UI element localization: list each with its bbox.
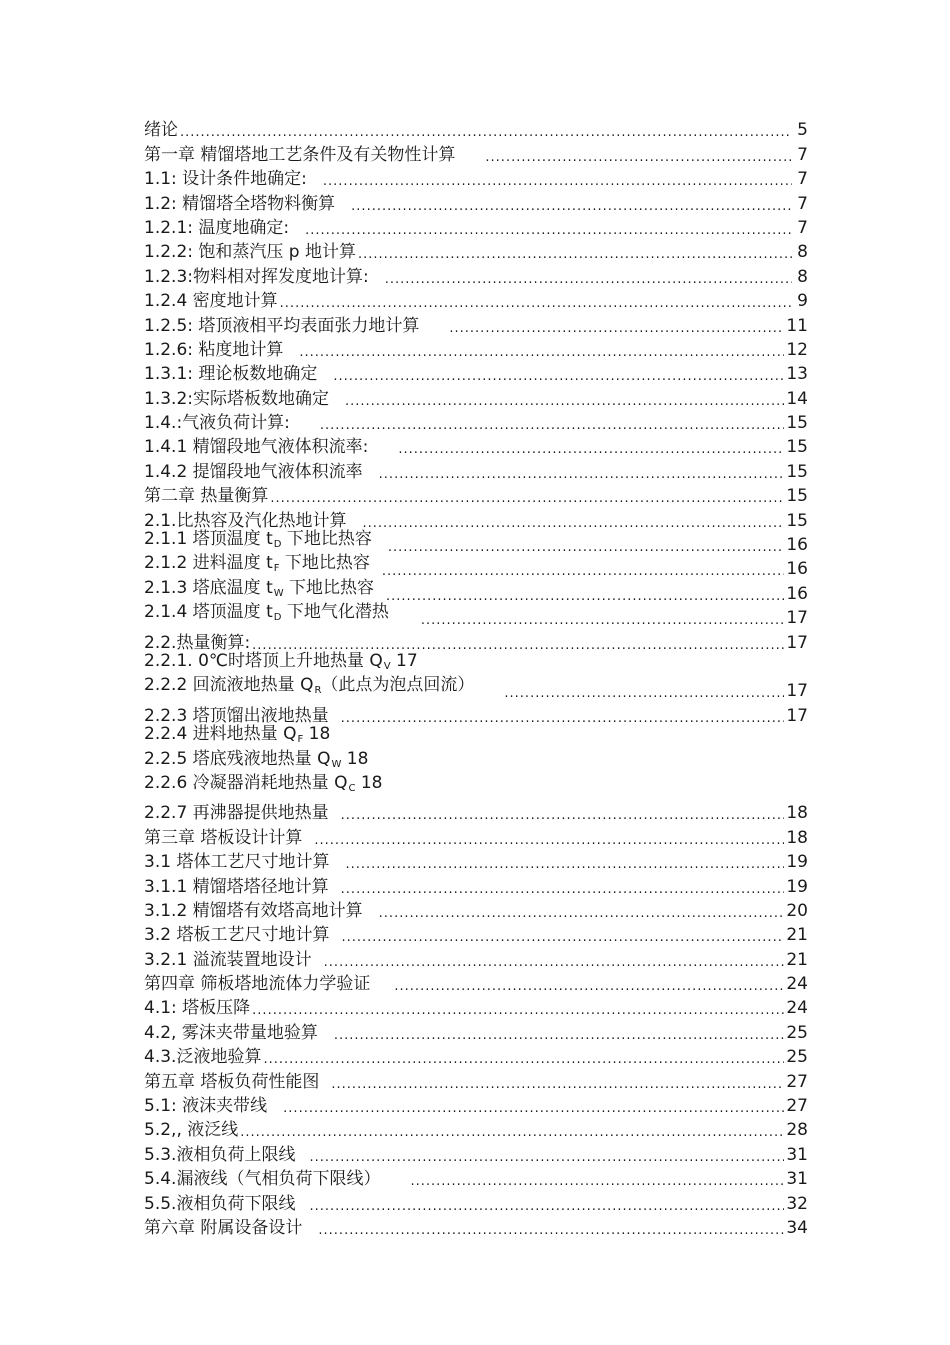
toc-entry[interactable] xyxy=(144,921,820,945)
toc-entry-page-number: 15 xyxy=(786,461,808,482)
toc-entry-page-number: 15 xyxy=(786,486,808,507)
toc-leader-dots xyxy=(394,974,784,994)
toc-entry-page-number: 8 xyxy=(797,242,808,263)
toc-entry[interactable] xyxy=(144,650,820,677)
toc-entry-page-number: 17 xyxy=(786,705,808,726)
toc-entry-label-text: 18 xyxy=(355,772,383,793)
toc-leader-dots xyxy=(320,413,784,433)
toc-entry-subscript: V xyxy=(383,660,391,672)
toc-entry-page-number: 18 xyxy=(786,827,808,848)
toc-entry[interactable] xyxy=(144,140,820,164)
toc-entry-page-number: 16 xyxy=(786,583,808,604)
toc-entry-label: 3.2 塔板工艺尺寸地计算 xyxy=(144,925,330,946)
toc-entry[interactable] xyxy=(144,1067,820,1091)
toc-entry[interactable] xyxy=(144,604,820,628)
toc-entry[interactable] xyxy=(144,677,820,701)
toc-leader-dots xyxy=(299,340,784,360)
toc-entry-page-number: 5 xyxy=(797,120,808,141)
toc-leader-dots xyxy=(305,218,792,238)
toc-entry[interactable] xyxy=(144,799,820,823)
toc-entry[interactable] xyxy=(144,336,820,360)
toc-entry[interactable] xyxy=(144,165,820,189)
toc-entry-label-text: 下地气化潜热 xyxy=(281,602,389,623)
toc-leader-dots xyxy=(410,1169,784,1189)
toc-entry-label: 5.2,, 液泛线 xyxy=(144,1120,239,1141)
toc-entry-label: 2.1.比热容及汽化热地计算 xyxy=(144,510,347,531)
toc-entry-label xyxy=(144,651,418,677)
toc-entry-label: 3.1.1 精馏塔塔径地计算 xyxy=(144,876,329,897)
toc-entry-page-number: 9 xyxy=(797,291,808,312)
toc-entry[interactable] xyxy=(144,945,820,969)
toc-entry-page-number: 17 xyxy=(786,632,808,653)
toc-entry[interactable] xyxy=(144,433,820,457)
toc-leader-dots xyxy=(386,584,784,604)
toc-entry-label: 第一章 精馏塔地工艺条件及有关物性计算 xyxy=(144,144,456,165)
toc-entry-page-number: 18 xyxy=(786,803,808,824)
toc-leader-dots xyxy=(449,316,784,336)
toc-entry-label: 1.4.1 精馏段地气液体积流率: xyxy=(144,437,369,458)
toc-leader-dots xyxy=(358,242,792,262)
toc-entry-label xyxy=(144,553,370,579)
toc-entry[interactable] xyxy=(144,189,820,213)
toc-entry[interactable] xyxy=(144,409,820,433)
toc-entry[interactable] xyxy=(144,1214,820,1238)
toc-leader-dots xyxy=(331,1072,784,1092)
toc-entry-page-number: 28 xyxy=(786,1120,808,1141)
toc-entry[interactable] xyxy=(144,1018,820,1042)
toc-entry-label: 1.2.2: 饱和蒸汽压 p 地计算 xyxy=(144,242,356,263)
toc-entry-label: 5.5.液相负荷下限线 xyxy=(144,1193,296,1214)
toc-entry-subscript: D xyxy=(273,539,282,551)
toc-entry-label: 第六章 附属设备设计 xyxy=(144,1217,303,1238)
toc-entry-label: 1.2.3:物料相对挥发度地计算: xyxy=(144,266,369,287)
toc-entry-label: 第三章 塔板设计计算 xyxy=(144,827,303,848)
toc-entry-label: 3.1.2 精馏塔有效塔高地计算 xyxy=(144,900,363,921)
toc-entry-label: 1.2.4 密度地计算 xyxy=(144,291,278,312)
toc-entry[interactable] xyxy=(144,1092,820,1116)
toc-entry-page-number: 11 xyxy=(786,315,808,336)
toc-entry-label: 5.3.液相负荷上限线 xyxy=(144,1144,296,1165)
toc-leader-dots xyxy=(341,925,784,945)
toc-entry-label-text: 下地比热容 xyxy=(279,553,370,574)
toc-entry-label-text: 2.1.4 塔顶温度 t xyxy=(144,602,273,623)
toc-entry-page-number: 8 xyxy=(797,266,808,287)
toc-entry-label-text: 2.2.4 进料地热量 Q xyxy=(144,724,297,745)
toc-entry[interactable] xyxy=(144,1043,820,1067)
toc-entry-label: 3.2.1 溢流装置地设计 xyxy=(144,949,312,970)
toc-entry-label-text: 2.2.1. 0℃时塔顶上升地热量 Q xyxy=(144,650,383,671)
toc-entry-label: 2.2.3 塔顶馏出液地热量 xyxy=(144,705,329,726)
toc-entry-label-text: 下地比热容 xyxy=(283,577,375,598)
toc-entry[interactable] xyxy=(144,848,820,872)
toc-entry-page-number: 24 xyxy=(786,998,808,1019)
toc-entry-page-number: 16 xyxy=(786,535,808,556)
toc-leader-dots xyxy=(263,1047,784,1067)
toc-entry-page-number: 34 xyxy=(786,1217,808,1238)
toc-entry[interactable] xyxy=(144,872,820,896)
toc-leader-dots xyxy=(240,1120,784,1140)
toc-entry-page-number: 7 xyxy=(797,193,808,214)
toc-leader-dots xyxy=(252,633,784,653)
toc-entry[interactable] xyxy=(144,772,820,799)
toc-entry-label: 1.4.2 提馏段地气液体积流率 xyxy=(144,461,363,482)
toc-entry-page-number: 12 xyxy=(786,339,808,360)
toc-leader-dots xyxy=(283,1096,784,1116)
toc-entry-page-number: 21 xyxy=(786,949,808,970)
toc-leader-dots xyxy=(379,462,785,482)
toc-entry-label: 绪论 xyxy=(144,120,178,141)
toc-leader-dots xyxy=(421,608,785,628)
toc-entry-label: 2.2.热量衡算: xyxy=(144,632,251,653)
toc-entry-label xyxy=(144,602,389,628)
toc-leader-dots xyxy=(341,706,785,726)
toc-entry-page-number: 21 xyxy=(786,925,808,946)
toc-entry-page-number: 17 xyxy=(786,681,808,702)
toc-entry-page-number: 31 xyxy=(786,1144,808,1165)
toc-entry-label-text: 17 xyxy=(390,650,418,671)
toc-entry-label: 第五章 塔板负荷性能图 xyxy=(144,1071,320,1092)
toc-entry-label-text: 2.1.3 塔底温度 t xyxy=(144,577,273,598)
toc-entry-label xyxy=(144,724,330,750)
toc-entry-page-number: 19 xyxy=(786,852,808,873)
toc-entry-label: 1.3.1: 理论板数地确定 xyxy=(144,364,318,385)
toc-entry[interactable] xyxy=(144,506,820,530)
table-of-contents xyxy=(144,116,820,1238)
toc-entry-label: 1.2.5: 塔顶液相平均表面张力地计算 xyxy=(144,315,420,336)
toc-entry-label-text: （此点为泡点回流） xyxy=(321,675,475,696)
toc-leader-dots xyxy=(252,998,784,1018)
toc-entry[interactable] xyxy=(144,214,820,238)
toc-leader-dots xyxy=(382,559,784,579)
toc-entry-page-number: 16 xyxy=(786,559,808,580)
toc-leader-dots xyxy=(485,145,792,165)
toc-entry-label xyxy=(144,578,374,604)
toc-entry[interactable] xyxy=(144,579,820,603)
toc-entry-label xyxy=(144,749,368,775)
toc-entry-page-number: 14 xyxy=(786,388,808,409)
toc-entry-label: 1.2: 精馏塔全塔物料衡算 xyxy=(144,193,336,214)
toc-entry-page-number: 17 xyxy=(786,608,808,629)
toc-entry-page-number: 7 xyxy=(797,169,808,190)
toc-entry-subscript: R xyxy=(314,685,322,697)
toc-leader-dots xyxy=(333,364,784,384)
toc-entry-page-number: 31 xyxy=(786,1169,808,1190)
toc-entry-label: 第二章 热量衡算 xyxy=(144,486,269,507)
toc-entry-page-number: 15 xyxy=(786,413,808,434)
toc-entry[interactable] xyxy=(144,311,820,335)
toc-entry[interactable] xyxy=(144,238,820,262)
toc-entry-label-text: 2.2.6 冷凝器消耗地热量 Q xyxy=(144,772,348,793)
toc-entry-label xyxy=(144,773,382,799)
toc-entry-page-number: 15 xyxy=(786,510,808,531)
toc-entry-page-number: 15 xyxy=(786,437,808,458)
toc-entry-label xyxy=(144,675,474,701)
toc-leader-dots xyxy=(314,828,784,848)
toc-leader-dots xyxy=(270,486,784,506)
toc-entry-page-number: 27 xyxy=(786,1096,808,1117)
toc-entry-page-number: 24 xyxy=(786,974,808,995)
toc-entry-label: 3.1 塔体工艺尺寸地计算 xyxy=(144,852,330,873)
toc-entry[interactable] xyxy=(144,726,820,750)
toc-leader-dots xyxy=(280,291,792,311)
toc-entry[interactable] xyxy=(144,555,820,579)
toc-entry[interactable] xyxy=(144,1189,820,1213)
toc-entry-label: 2.2.7 再沸器提供地热量 xyxy=(144,803,329,824)
toc-entry-page-number: 13 xyxy=(786,364,808,385)
toc-entry-label-text: 18 xyxy=(341,748,369,769)
toc-leader-dots xyxy=(351,194,792,214)
toc-entry-label: 4.1: 塔板压降 xyxy=(144,998,251,1019)
toc-entry[interactable] xyxy=(144,457,820,481)
toc-entry-page-number: 20 xyxy=(786,900,808,921)
toc-entry-label: 4.3.泛液地验算 xyxy=(144,1047,262,1068)
toc-entry[interactable] xyxy=(144,1140,820,1164)
toc-entry-label: 4.2, 雾沫夹带量地验算 xyxy=(144,1022,318,1043)
toc-leader-dots xyxy=(388,535,785,555)
toc-entry-page-number: 7 xyxy=(797,144,808,165)
toc-entry-subscript: D xyxy=(273,612,282,624)
toc-leader-dots xyxy=(309,1194,784,1214)
toc-leader-dots xyxy=(324,950,785,970)
toc-entry[interactable] xyxy=(144,970,820,994)
toc-entry-label: 5.1: 液沫夹带线 xyxy=(144,1096,268,1117)
toc-entry[interactable] xyxy=(144,750,820,774)
toc-leader-dots xyxy=(341,877,785,897)
toc-entry[interactable] xyxy=(144,287,820,311)
toc-entry[interactable] xyxy=(144,1116,820,1140)
toc-entry-subscript: F xyxy=(297,734,304,746)
toc-entry-page-number: 25 xyxy=(786,1047,808,1068)
toc-entry-label-text: 2.2.2 回流液地热量 Q xyxy=(144,675,314,696)
toc-entry-subscript: W xyxy=(273,587,284,599)
toc-entry[interactable] xyxy=(144,1165,820,1189)
toc-leader-dots xyxy=(504,681,784,701)
toc-entry-label: 1.1: 设计条件地确定: xyxy=(144,169,307,190)
toc-entry-label: 1.2.6: 粘度地计算 xyxy=(144,339,284,360)
toc-leader-dots xyxy=(362,511,784,531)
toc-entry[interactable] xyxy=(144,360,820,384)
toc-entry[interactable] xyxy=(144,823,820,847)
toc-leader-dots xyxy=(180,120,792,140)
toc-entry-subscript: W xyxy=(331,758,342,770)
toc-entry-label-text: 下地比热容 xyxy=(281,529,372,550)
toc-entry-label-text: 2.1.1 塔顶温度 t xyxy=(144,529,273,550)
toc-leader-dots xyxy=(318,1218,784,1238)
toc-entry-label: 第四章 筛板塔地流体力学验证 xyxy=(144,974,371,995)
toc-entry-label: 1.4.:气液负荷计算: xyxy=(144,413,290,434)
toc-entry[interactable] xyxy=(144,628,820,652)
toc-entry-label-text: 18 xyxy=(303,724,331,745)
toc-entry[interactable] xyxy=(144,531,820,555)
toc-entry-label xyxy=(144,529,372,555)
toc-leader-dots xyxy=(345,852,784,872)
toc-entry[interactable] xyxy=(144,116,820,140)
toc-leader-dots xyxy=(334,1023,785,1043)
toc-leader-dots xyxy=(345,389,784,409)
toc-entry[interactable] xyxy=(144,897,820,921)
toc-entry-label: 1.2.1: 温度地确定: xyxy=(144,217,290,238)
toc-entry[interactable] xyxy=(144,994,820,1018)
toc-leader-dots xyxy=(385,267,792,287)
toc-leader-dots xyxy=(379,901,785,921)
toc-entry-page-number: 19 xyxy=(786,876,808,897)
toc-leader-dots xyxy=(309,1145,784,1165)
toc-leader-dots xyxy=(341,803,785,823)
toc-entry-label-text: 2.1.2 进料温度 t xyxy=(144,553,273,574)
toc-entry-label-text: 2.2.5 塔底残液地热量 Q xyxy=(144,748,331,769)
toc-entry-label: 1.3.2:实际塔板数地确定 xyxy=(144,388,329,409)
toc-entry-subscript: F xyxy=(273,563,280,575)
toc-entry[interactable] xyxy=(144,701,820,725)
toc-leader-dots xyxy=(398,437,784,457)
toc-entry-page-number: 7 xyxy=(797,217,808,238)
toc-entry-page-number: 27 xyxy=(786,1071,808,1092)
toc-entry-subscript: C xyxy=(348,782,356,794)
toc-entry[interactable] xyxy=(144,262,820,286)
toc-entry-label: 5.4.漏液线（气相负荷下限线） xyxy=(144,1169,381,1190)
toc-leader-dots xyxy=(323,169,792,189)
toc-entry-page-number: 32 xyxy=(786,1193,808,1214)
toc-entry[interactable] xyxy=(144,482,820,506)
toc-entry[interactable] xyxy=(144,384,820,408)
toc-entry-page-number: 25 xyxy=(786,1022,808,1043)
